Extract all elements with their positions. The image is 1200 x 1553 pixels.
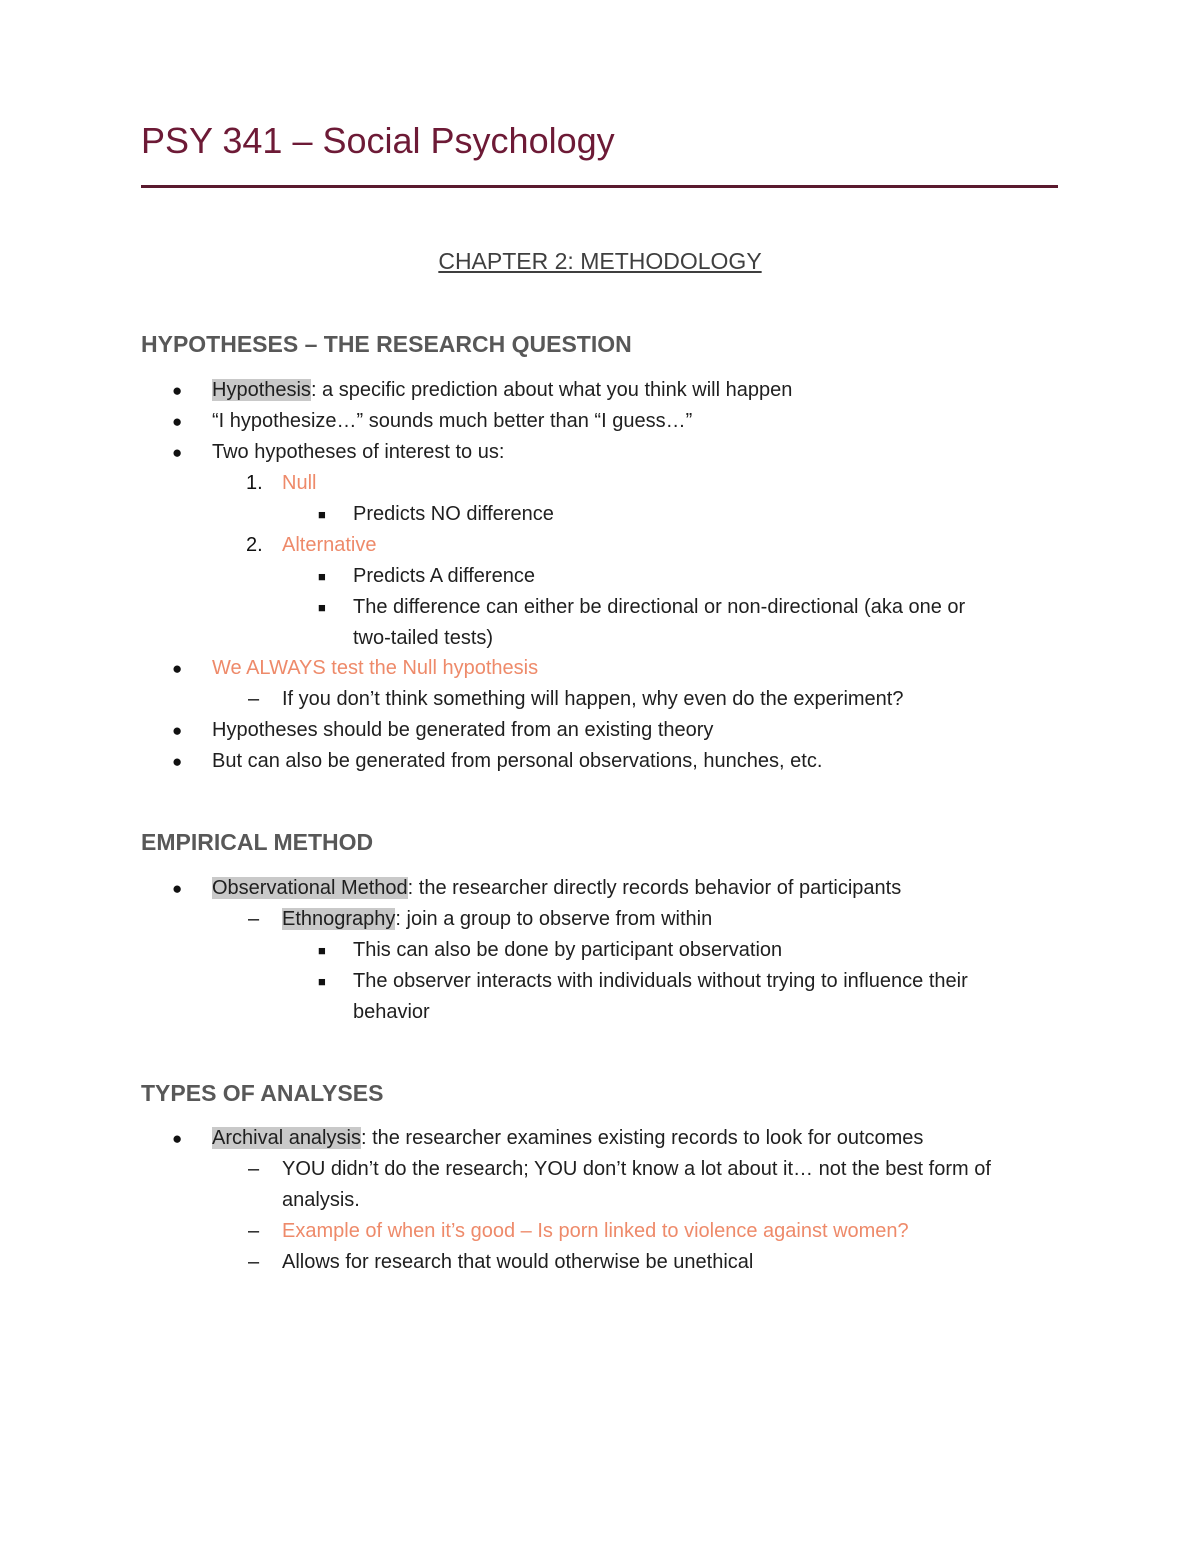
list-item-archival — [212, 1123, 923, 1154]
square-marker: ■ — [318, 943, 326, 958]
section-heading-empirical: EMPIRICAL METHOD — [141, 829, 374, 855]
list-item-directional-cont: two-tailed tests) — [353, 627, 494, 649]
list-item-always-null: We ALWAYS test the Null hypothesis — [212, 657, 539, 679]
list-item-from-observations: But can also be generated from personal observations, hunches, etc. — [212, 750, 823, 772]
list-item-null: Null — [282, 472, 317, 494]
list-item-alternative: Alternative — [282, 534, 377, 556]
dash-marker: – — [248, 1220, 260, 1242]
bullet-marker: ● — [172, 1129, 183, 1148]
list-item-observer: The observer interacts with individuals without trying to influence their — [353, 970, 968, 992]
list-item-example: Example of when it’s good – Is porn linked to violence against women? — [282, 1220, 909, 1242]
term-definition: : a specific prediction about what you think will happen — [310, 379, 793, 401]
list-item-hypothesis — [212, 375, 792, 406]
square-marker: ■ — [318, 569, 326, 584]
list-item-observer-cont: behavior — [353, 1001, 430, 1023]
list-item-null-detail: Predicts NO difference — [353, 503, 554, 525]
highlighted-term: Observational Method — [212, 877, 408, 899]
section-heading-hypotheses: HYPOTHESES – THE RESEARCH QUESTION — [141, 331, 632, 357]
document-title: PSY 341 – Social Psychology — [141, 120, 615, 161]
list-item-alt-detail: Predicts A difference — [353, 565, 535, 587]
bullet-marker: ● — [172, 659, 183, 678]
bullet-marker: ● — [172, 879, 183, 898]
list-item-you-didnt: YOU didn’t do the research; YOU don’t know a lot about it… not the best form of — [282, 1158, 991, 1180]
highlighted-term: Ethnography — [282, 908, 396, 930]
list-item-guess: “I hypothesize…” sounds much better than “I guess…” — [212, 410, 693, 432]
bullet-marker: ● — [172, 381, 183, 400]
title-divider — [141, 185, 1058, 188]
square-marker: ■ — [318, 600, 326, 615]
term-definition: : join a group to observe from within — [395, 908, 713, 930]
list-item-ethnography — [282, 904, 712, 935]
bullet-marker: ● — [172, 412, 183, 431]
dash-marker: – — [248, 908, 260, 930]
dash-marker: – — [248, 1251, 260, 1273]
chapter-heading: CHAPTER 2: METHODOLOGY — [438, 248, 762, 274]
section-heading-analyses: TYPES OF ANALYSES — [141, 1080, 384, 1106]
highlighted-term: Archival analysis — [212, 1127, 361, 1149]
list-item-observational — [212, 873, 901, 904]
dash-marker: – — [248, 688, 260, 710]
dash-marker: – — [248, 1158, 260, 1180]
list-item-directional: The difference can either be directional or non-directional (aka one or — [353, 596, 966, 618]
bullet-marker: ● — [172, 752, 183, 771]
list-number: 1. — [246, 472, 263, 494]
list-item-from-theory: Hypotheses should be generated from an existing theory — [212, 719, 714, 741]
term-definition: : the researcher directly records behavior of participants — [407, 877, 902, 899]
list-item-participant-observation: This can also be done by participant observation — [353, 939, 783, 961]
list-number: 2. — [246, 534, 263, 556]
square-marker: ■ — [318, 507, 326, 522]
term-definition: : the researcher examines existing records to look for outcomes — [360, 1127, 924, 1149]
list-item-two-hypotheses: Two hypotheses of interest to us: — [212, 441, 505, 463]
list-item-you-didnt-cont: analysis. — [282, 1189, 360, 1211]
bullet-marker: ● — [172, 443, 183, 462]
list-item-why-experiment: If you don’t think something will happen, why even do the experiment? — [282, 688, 904, 710]
highlighted-term: Hypothesis — [212, 379, 311, 401]
square-marker: ■ — [318, 974, 326, 989]
list-item-unethical: Allows for research that would otherwise be unethical — [282, 1251, 754, 1273]
bullet-marker: ● — [172, 721, 183, 740]
